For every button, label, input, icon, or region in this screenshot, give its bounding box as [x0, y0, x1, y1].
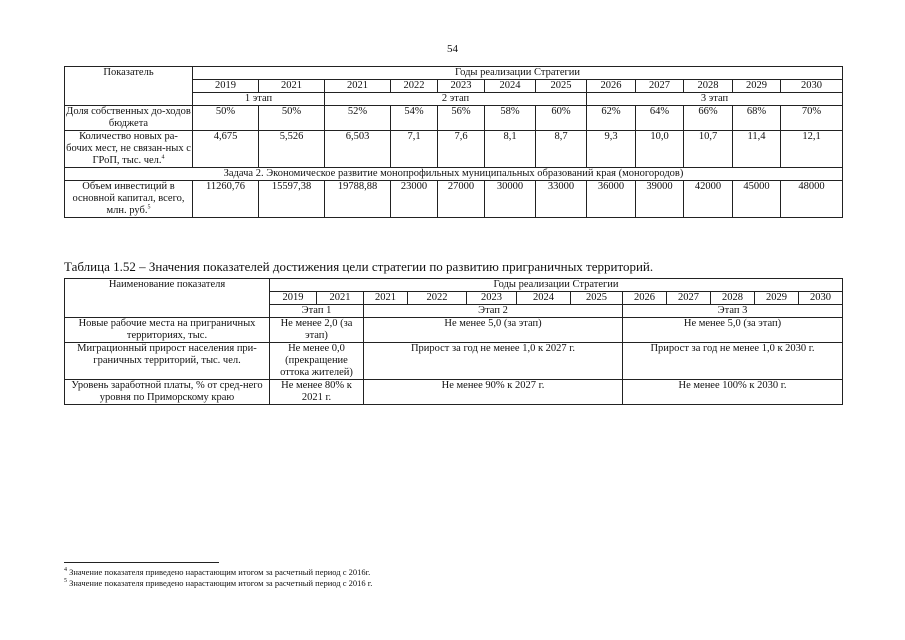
value-cell: 56%	[438, 106, 485, 131]
footnote-mark: 5	[64, 578, 67, 585]
header-indicator: Наименование показателя	[65, 279, 270, 318]
table-row	[65, 181, 843, 218]
footnote-text: Значение показателя приведено нарастающим итогом за расчетный период с 2016г.	[69, 567, 371, 577]
value-cell: 12,1	[781, 131, 843, 168]
row-label-text: Количество новых ра-бочих мест, не связан-ных с ГРоП, тыс. чел.	[66, 131, 191, 166]
year-cell: 2027	[667, 292, 711, 305]
value-cell: 23000	[391, 181, 438, 218]
value-cell: 70%	[781, 106, 843, 131]
stage-cell: Этап 1	[270, 305, 364, 318]
value-cell: 19788,88	[325, 181, 391, 218]
value-cell: 42000	[684, 181, 733, 218]
value-cell: 10,7	[684, 131, 733, 168]
value-cell: 8,7	[536, 131, 587, 168]
value-cell: 68%	[733, 106, 781, 131]
stage-value: Прирост за год не менее 1,0 к 2027 г.	[364, 343, 623, 380]
value-cell: 10,0	[636, 131, 684, 168]
value-cell: 48000	[781, 181, 843, 218]
value-cell: 7,1	[391, 131, 438, 168]
stage-value: Не менее 80% к 2021 г.	[270, 380, 364, 405]
year-cell: 2024	[517, 292, 571, 305]
footnote-mark: 4	[64, 567, 67, 574]
value-cell: 64%	[636, 106, 684, 131]
row-label	[65, 131, 193, 168]
year-cell: 2025	[536, 80, 587, 93]
header-indicator: Показатель	[65, 67, 193, 106]
year-cell: 2025	[571, 292, 623, 305]
year-cell: 2021	[317, 292, 364, 305]
table-row	[65, 131, 843, 168]
value-cell: 58%	[485, 106, 536, 131]
footnotes	[64, 567, 372, 589]
value-cell: 11260,76	[193, 181, 259, 218]
page-number: 54	[447, 43, 458, 55]
stage-value: Не менее 5,0 (за этап)	[623, 318, 843, 343]
year-cell: 2021	[364, 292, 408, 305]
row-label: Миграционный прирост населения при-граничных территорий, тыс. чел.	[65, 343, 270, 380]
year-cell: 2019	[270, 292, 317, 305]
stage-cell: 1 этап	[193, 93, 325, 106]
border-territories-table	[64, 278, 843, 405]
year-cell: 2023	[438, 80, 485, 93]
table-row	[65, 318, 843, 343]
value-cell: 4,675	[193, 131, 259, 168]
value-cell: 60%	[536, 106, 587, 131]
year-cell: 2022	[408, 292, 467, 305]
row-label-text: Объем инвестиций в основной капитал, всего, млн. руб.	[72, 181, 185, 216]
year-cell: 2027	[636, 80, 684, 93]
value-cell: 39000	[636, 181, 684, 218]
year-cell: 2028	[711, 292, 755, 305]
value-cell: 36000	[587, 181, 636, 218]
row-label	[65, 181, 193, 218]
year-cell: 2029	[733, 80, 781, 93]
stage-cell: 3 этап	[587, 93, 843, 106]
value-cell: 54%	[391, 106, 438, 131]
table-row	[65, 380, 843, 405]
year-cell: 2021	[259, 80, 325, 93]
year-cell: 2019	[193, 80, 259, 93]
task-heading: Задача 2. Экономическое развитие монопрофильных муниципальных образований края (моногородов)	[65, 168, 843, 181]
stage-value: Не менее 5,0 (за этап)	[364, 318, 623, 343]
table-row	[65, 343, 843, 380]
stage-cell: 2 этап	[325, 93, 587, 106]
value-cell: 7,6	[438, 131, 485, 168]
footnote-ref: 4	[161, 154, 165, 161]
value-cell: 50%	[259, 106, 325, 131]
strategy-indicators-table	[64, 66, 843, 218]
stage-value: Не менее 0,0 (прекращение оттока жителей)	[270, 343, 364, 380]
value-cell: 66%	[684, 106, 733, 131]
footnote-text: Значение показателя приведено нарастающим итогом за расчетный период с 2016 г.	[69, 578, 373, 588]
row-label: Новые рабочие места на приграничных территориях, тыс.	[65, 318, 270, 343]
value-cell: 15597,38	[259, 181, 325, 218]
value-cell: 62%	[587, 106, 636, 131]
year-cell: 2028	[684, 80, 733, 93]
stage-value: Не менее 100% к 2030 г.	[623, 380, 843, 405]
footnote	[64, 578, 372, 589]
header-years: Годы реализации Стратегии	[270, 279, 843, 292]
value-cell: 50%	[193, 106, 259, 131]
stage-value: Не менее 90% к 2027 г.	[364, 380, 623, 405]
value-cell: 45000	[733, 181, 781, 218]
header-years: Годы реализации Стратегии	[193, 67, 843, 80]
year-cell: 2029	[755, 292, 799, 305]
year-cell: 2021	[325, 80, 391, 93]
stage-cell: Этап 3	[623, 305, 843, 318]
value-cell: 11,4	[733, 131, 781, 168]
value-cell: 30000	[485, 181, 536, 218]
table-row	[65, 106, 843, 131]
year-cell: 2030	[799, 292, 843, 305]
value-cell: 9,3	[587, 131, 636, 168]
footnote-divider	[64, 562, 219, 563]
year-cell: 2026	[623, 292, 667, 305]
year-cell: 2024	[485, 80, 536, 93]
stage-value: Прирост за год не менее 1,0 к 2030 г.	[623, 343, 843, 380]
footnote-ref: 5	[147, 204, 151, 211]
value-cell: 52%	[325, 106, 391, 131]
year-cell: 2030	[781, 80, 843, 93]
value-cell: 6,503	[325, 131, 391, 168]
year-cell: 2026	[587, 80, 636, 93]
row-label: Уровень заработной платы, % от сред-него уровня по Приморскому краю	[65, 380, 270, 405]
stage-value: Не менее 2,0 (за этап)	[270, 318, 364, 343]
year-cell: 2022	[391, 80, 438, 93]
table-caption: Таблица 1.52 – Значения показателей достижения цели стратегии по развитию приграничных территорий.	[64, 259, 654, 274]
value-cell: 33000	[536, 181, 587, 218]
footnote	[64, 567, 372, 578]
value-cell: 8,1	[485, 131, 536, 168]
value-cell: 5,526	[259, 131, 325, 168]
year-cell: 2023	[467, 292, 517, 305]
row-label: Доля собственных до-ходов бюджета	[66, 106, 191, 129]
stage-cell: Этап 2	[364, 305, 623, 318]
value-cell: 27000	[438, 181, 485, 218]
